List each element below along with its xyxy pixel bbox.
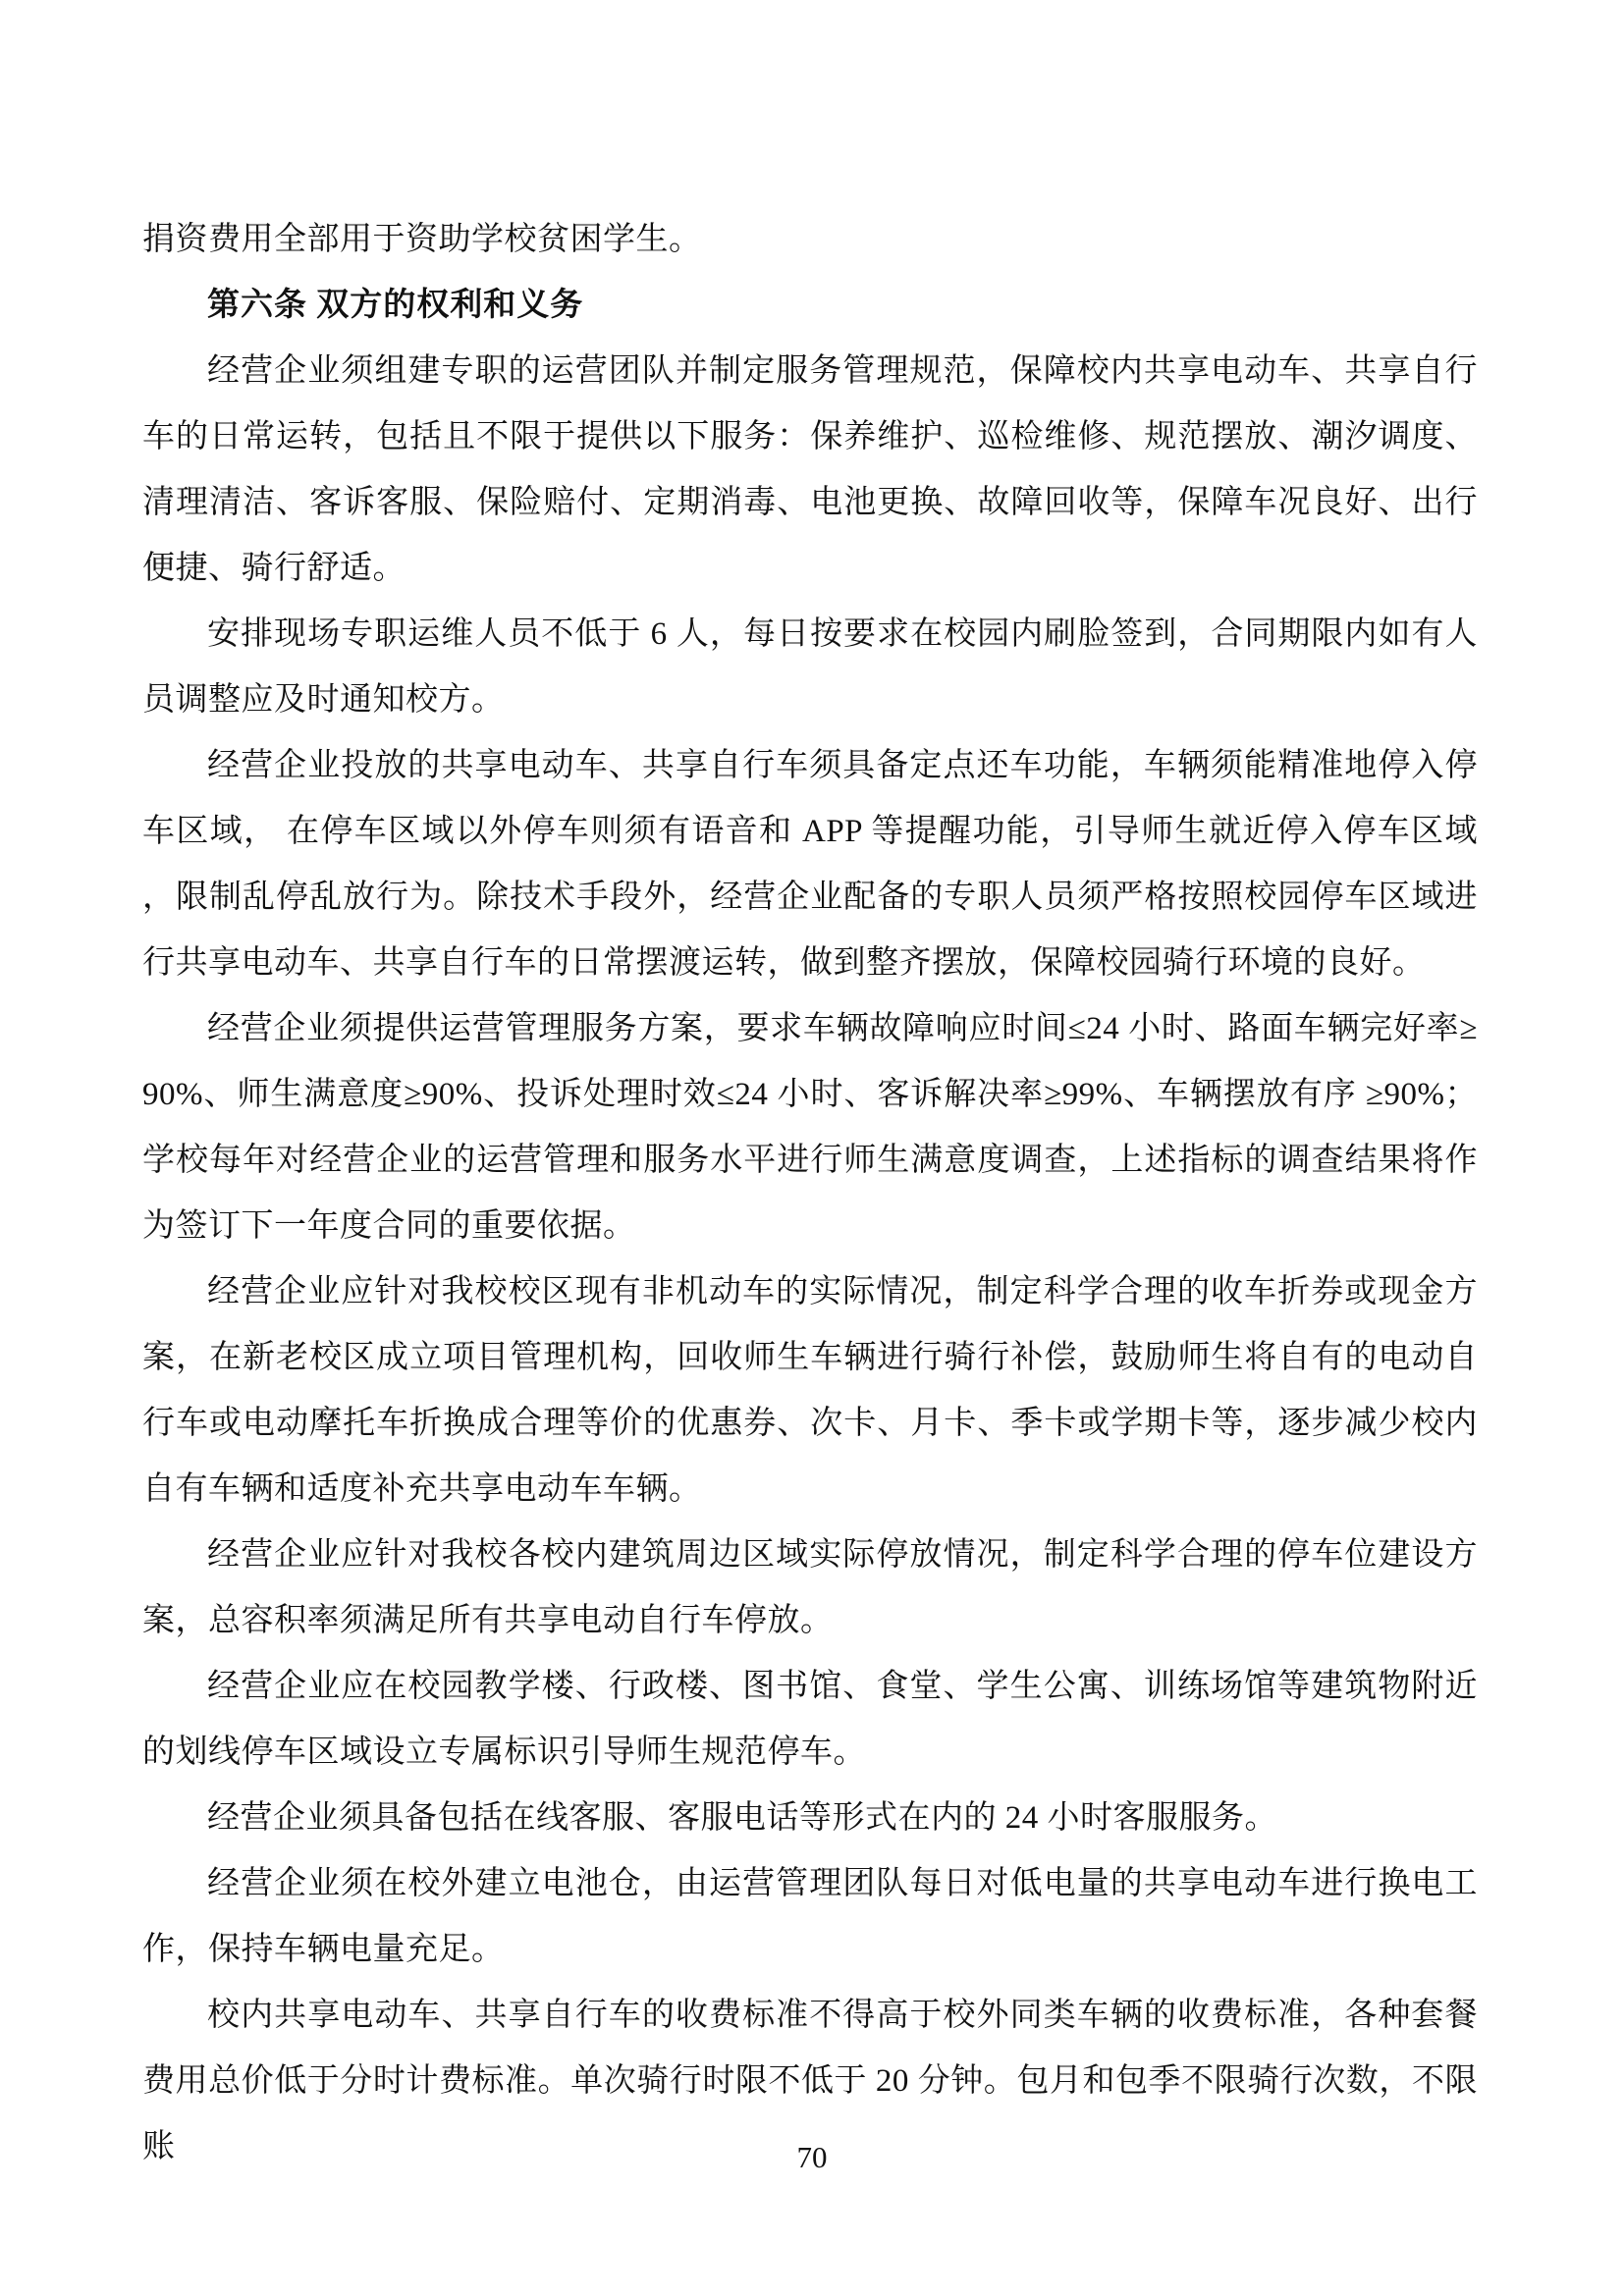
paragraph-onsite-staff: 安排现场专职运维人员不低于 6 人，每日按要求在校园内刷脸签到，合同期限内如有人员调整应及时通知校方。 — [142, 616, 1478, 718]
paragraph-battery-swap: 经营企业须在校外建立电池仓，由运营管理团队每日对低电量的共享电动车进行换电工作，保持车辆电量充足。 — [142, 1866, 1478, 1967]
paragraph-service-targets: 经营企业须提供运营管理服务方案，要求车辆故障响应时间≤24 小时、路面车辆完好率≥90%、师生满意度≥90%、投诉处理时效≤24 小时、客诉解决率≥99%、车辆摆放有序 ≥90%；学校每年对经营企业的运营管理和服务水平进行师生满意度调查，上述指标的调查结果将作为签订下一年度合同的重要依据。 — [142, 1011, 1478, 1244]
section-heading-article-6: 第六条 双方的权利和义务 — [207, 288, 584, 323]
page-number: 70 — [796, 2140, 828, 2174]
paragraph-vehicle-tradein: 经营企业应针对我校校区现有非机动车的实际情况，制定科学合理的收车折券或现金方案，在新老校区成立项目管理机构，回收师生车辆进行骑行补偿，鼓励师生将自有的电动自行车或电动摩托车折换成合理等价的优惠券、次卡、月卡、季卡或学期卡等，逐步减少校内自有车辆和适度补充共享电动车车辆。 — [142, 1274, 1478, 1507]
paragraph-parking-signs: 经营企业应在校园教学楼、行政楼、图书馆、食堂、学生公寓、训练场馆等建筑物附近的划线停车区域设立专属标识引导师生规范停车。 — [142, 1669, 1478, 1770]
paragraph-pricing: 校内共享电动车、共享自行车的收费标准不得高于校外同类车辆的收费标准，各种套餐费用总价低于分时计费标准。单次骑行时限不低于 20 分钟。包月和包季不限骑行次数，不限账 — [142, 1998, 1478, 2164]
paragraph-continuation-donation: 捐资费用全部用于资助学校贫困学生。 — [142, 222, 702, 257]
paragraph-fixed-point-return: 经营企业投放的共享电动车、共享自行车须具备定点还车功能，车辆须能精准地停入停车区域， 在停车区域以外停车则须有语音和 APP 等提醒功能，引导师生就近停入停车区域，限制乱停乱放行为。除技术手段外，经营企业配备的专职人员须严格按照校园停车区域进行共享电动车、共享自行车的日常摆渡运转，做到整齐摆放，保障校园骑行环境的良好。 — [142, 748, 1478, 981]
paragraph-parking-plan: 经营企业应针对我校各校内建筑周边区域实际停放情况，制定科学合理的停车位建设方案，总容积率须满足所有共享电动自行车停放。 — [142, 1537, 1478, 1638]
paragraph-customer-service: 经营企业须具备包括在线客服、客服电话等形式在内的 24 小时客服服务。 — [207, 1800, 1277, 1836]
paragraph-operations-team: 经营企业须组建专职的运营团队并制定服务管理规范，保障校内共享电动车、共享自行车的日常运转，包括且不限于提供以下服务：保养维护、巡检维修、规范摆放、潮汐调度、清理清洁、客诉客服、保险赔付、定期消毒、电池更换、故障回收等，保障车况良好、出行便捷、骑行舒适。 — [142, 353, 1478, 586]
document-body — [142, 207, 1478, 2180]
